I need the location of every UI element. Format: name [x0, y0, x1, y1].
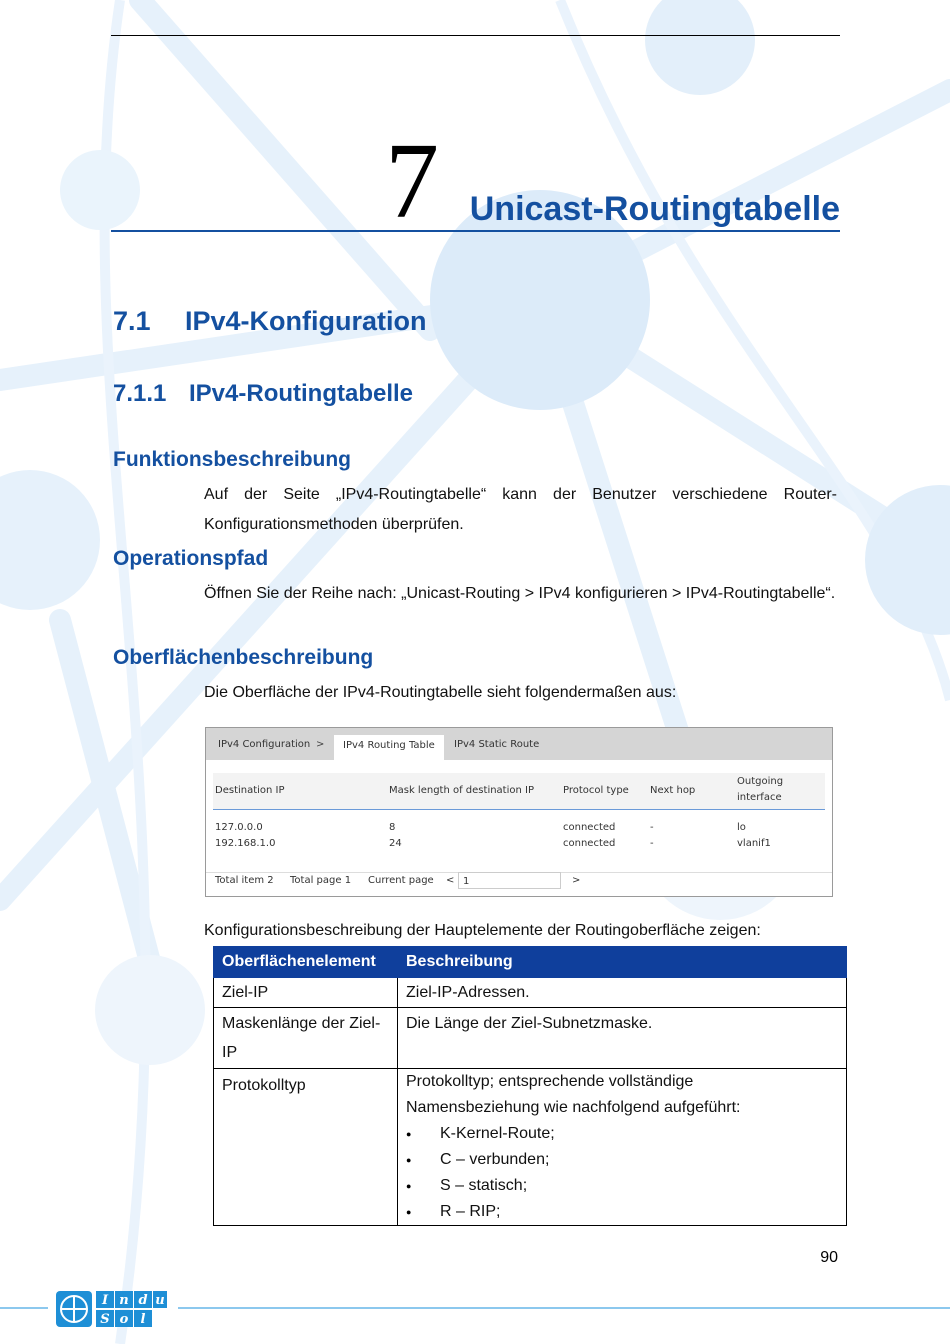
header-element: Oberflächenelement — [214, 947, 398, 978]
routing-table-header — [213, 773, 825, 810]
col-mask-length: Mask length of destination IP — [389, 785, 534, 796]
logo-letter: l — [140, 1312, 146, 1327]
section-heading — [113, 306, 427, 337]
chevron-left-icon[interactable]: < — [446, 875, 455, 886]
logo-letter: I — [101, 1293, 109, 1308]
breadcrumb-ipv4-configuration[interactable]: IPv4 Configuration — [218, 739, 311, 750]
logo-letter: S — [100, 1312, 110, 1327]
desc-line-1: Protokolltyp; entsprechende vollständige — [406, 1073, 694, 1090]
section-title: IPv4-Konfiguration — [185, 306, 427, 336]
total-pages: Total page 1 — [290, 875, 352, 886]
table-row — [214, 1069, 847, 1226]
logo-letter: n — [119, 1293, 129, 1308]
tab-ipv4-static-route[interactable]: IPv4 Static Route — [454, 739, 540, 750]
description-table — [213, 946, 847, 1226]
cell-element-protokolltyp: Protokolltyp — [214, 1069, 398, 1226]
list-item: ● S – statisch; — [406, 1173, 838, 1199]
list-item: ● C – verbunden; — [406, 1147, 838, 1173]
row1-protocol: connected — [563, 822, 616, 833]
chapter-number: 7 — [385, 122, 439, 241]
paragraph-operation: Öffnen Sie der Reihe nach: „Unicast-Routing > IPv4 konfigurieren > IPv4-Routingtabelle“. — [204, 585, 836, 602]
header-rule — [111, 35, 840, 36]
protocol-list — [406, 1121, 838, 1225]
logo-letter: o — [119, 1312, 129, 1327]
row1-mask: 8 — [389, 822, 396, 833]
paragraph-oberflaeche: Die Oberfläche der IPv4-Routingtabelle sieht folgendermaßen aus: — [204, 684, 677, 701]
desc-line-2: Namensbeziehung wie nachfolgend aufgeführt: — [406, 1099, 741, 1116]
table-row — [214, 978, 847, 1008]
cell-desc-maskenlaenge: Die Länge der Ziel-Subnetzmaske. — [398, 1008, 847, 1069]
col-protocol-type: Protocol type — [563, 785, 629, 796]
routing-table-screenshot — [205, 727, 833, 897]
paragraph-funktion: Auf der Seite „IPv4-Routingtabelle“ kann der Benutzer verschiedene Router-Konfigurationsmethoden überprüfen. — [204, 486, 837, 533]
pagination-bar — [206, 872, 832, 893]
cell-element-maskenlaenge: Maskenlänge der Ziel-IP — [214, 1008, 398, 1069]
list-item: ● K-Kernel-Route; — [406, 1121, 838, 1147]
chevron-right-icon: > — [316, 739, 325, 750]
col-destination-ip: Destination IP — [215, 785, 285, 796]
heading-funktionsbeschreibung: Funktionsbeschreibung — [113, 448, 352, 471]
table-row — [214, 1008, 847, 1069]
table-header-row — [214, 947, 847, 978]
subsection-title: IPv4-Routingtabelle — [189, 380, 414, 407]
table-intro: Konfigurationsbeschreibung der Hauptelemente der Routingoberfläche zeigen: — [204, 922, 761, 939]
chapter-rule — [111, 230, 840, 232]
logo-letter: u — [155, 1293, 165, 1308]
subsection-number: 7.1.1 — [113, 380, 167, 407]
row1-destination: 127.0.0.0 — [215, 822, 263, 833]
row2-destination: 192.168.1.0 — [215, 838, 276, 849]
col-outgoing-interface-line2: interface — [737, 792, 782, 803]
list-item: ● R – RIP; — [406, 1199, 838, 1225]
row2-protocol: connected — [563, 838, 616, 849]
indusol-logo — [54, 1287, 170, 1331]
page-number-input[interactable]: 1 — [458, 872, 561, 889]
cell-element-ziel-ip: Ziel-IP — [214, 978, 398, 1008]
footer-rule — [178, 1307, 950, 1309]
heading-oberflaechenbeschreibung: Oberflächenbeschreibung — [113, 646, 374, 669]
heading-operationspfad: Operationspfad — [113, 547, 269, 570]
cell-desc-ziel-ip: Ziel-IP-Adressen. — [398, 978, 847, 1008]
row1-nexthop: - — [650, 822, 654, 833]
col-outgoing-interface-line1: Outgoing — [737, 776, 784, 787]
logo-letter: d — [138, 1293, 148, 1308]
row2-mask: 24 — [389, 838, 402, 849]
screenshot-tab-bar — [206, 728, 832, 760]
header-description: Beschreibung — [398, 947, 847, 978]
row2-interface: vlanif1 — [737, 838, 771, 849]
col-next-hop: Next hop — [650, 785, 696, 796]
total-items: Total item 2 — [215, 875, 274, 886]
footer-rule-left — [0, 1307, 48, 1309]
page-number: 90 — [820, 1249, 838, 1266]
row2-nexthop: - — [650, 838, 654, 849]
row1-interface: lo — [737, 822, 746, 833]
tab-ipv4-routing-table[interactable]: IPv4 Routing Table — [334, 735, 444, 760]
chevron-right-icon[interactable]: > — [572, 875, 581, 886]
chapter-title: Unicast-Routingtabelle — [469, 190, 840, 228]
cell-desc-protokolltyp — [398, 1069, 847, 1226]
subsection-heading — [113, 380, 413, 408]
section-number: 7.1 — [113, 306, 151, 336]
current-page-label: Current page — [368, 875, 434, 886]
